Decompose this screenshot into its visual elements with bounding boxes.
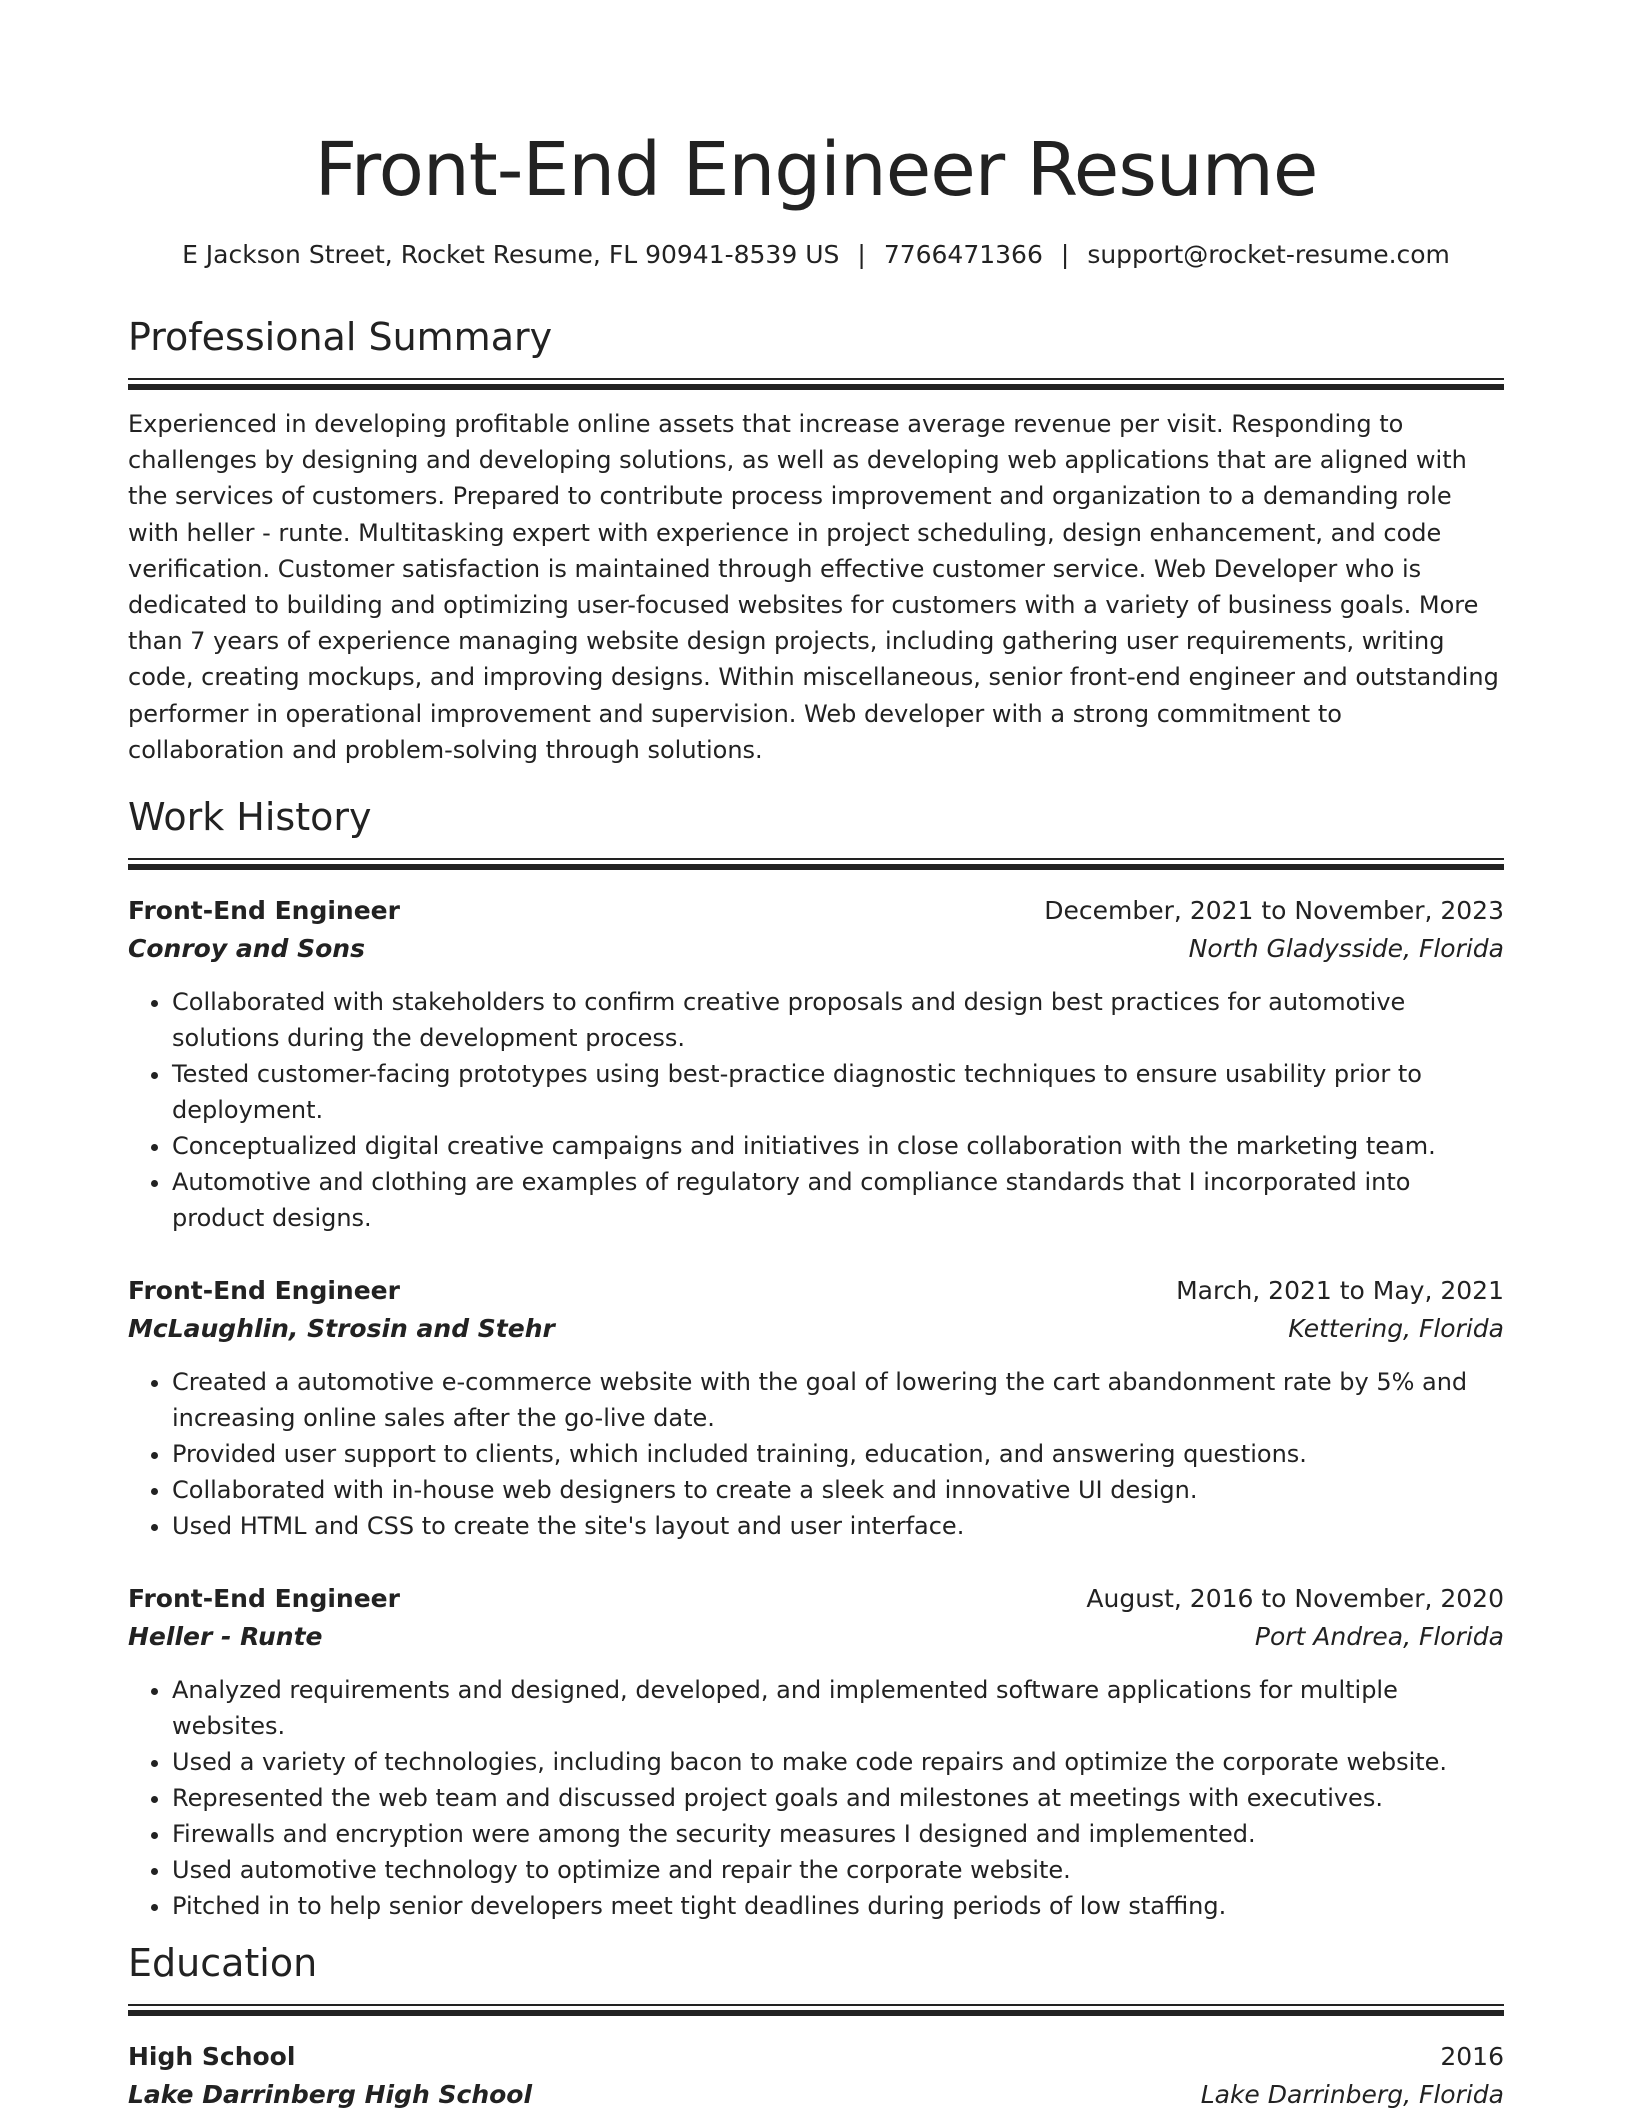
summary-text: Experienced in developing profitable online assets that increase average revenue per visit. Responding to challenges by designing and developing solutions, as well as developing web applications that are aligned with the services of customers. Prepared to contribute process improvement and organization to a demanding role with heller - runte. Multitasking expert with experience in project scheduling, design enhancement, and code verification. Customer satisfaction is maintained through effective customer service. Web Developer who is dedicated to building and optimizing user-focused websites for customers with a variety of business goals. More than 7 years of experience managing website design projects, including gathering user requirements, writing code, creating mockups, and improving designs. Within miscellaneous, senior front-end engineer and outstanding performer in operational improvement and supervision. Web developer with a strong commitment to collaboration and problem-solving through solutions. — [128, 410, 1499, 764]
contact-separator: | — [1060, 240, 1070, 269]
company-name: Conroy and Sons — [128, 934, 365, 964]
section-divider — [128, 378, 1504, 390]
contact-phone: 7766471366 — [883, 240, 1043, 269]
job-location: Port Andrea, Florida — [1254, 1622, 1504, 1652]
job-bullet: • Used automotive technology to optimize and repair the corporate website. — [172, 1852, 1504, 1888]
section-heading-work: Work History — [128, 795, 372, 840]
job-dates: December, 2021 to November, 2023 — [1044, 896, 1504, 926]
contact-separator: | — [857, 240, 866, 269]
job-location: Kettering, Florida — [1288, 1314, 1504, 1344]
school-location: Lake Darrinberg, Florida — [1200, 2080, 1504, 2110]
job-title: Front-End Engineer — [128, 1276, 400, 1306]
company-name: Heller - Runte — [128, 1622, 323, 1652]
section-heading-summary: Professional Summary — [128, 315, 553, 359]
resume-page — [128, 0, 1504, 2114]
work-history-section — [128, 792, 1504, 1924]
education-section — [128, 1938, 1504, 2114]
section-divider — [128, 2004, 1504, 2016]
job-bullet: • Tested customer-facing prototypes using best-practice diagnostic techniques to ensure usability prior to deployment. — [172, 1056, 1504, 1128]
contact-address: E Jackson Street, Rocket Resume, FL 90941-8539 US — [182, 240, 840, 269]
graduation-year: 2016 — [1440, 2042, 1504, 2072]
contact-email: support@rocket-resume.com — [1087, 240, 1450, 269]
job-dates: March, 2021 to May, 2021 — [1176, 1276, 1504, 1306]
school-name: Lake Darrinberg High School — [128, 2080, 533, 2110]
contact-line — [128, 238, 1504, 272]
job-bullets — [128, 984, 1504, 1236]
job-bullets — [128, 1364, 1504, 1544]
section-heading-education: Education — [128, 1941, 318, 1986]
job-title: Front-End Engineer — [128, 896, 400, 926]
job-bullet: • Pitched in to help senior developers meet tight deadlines during periods of low staffing. — [172, 1888, 1504, 1924]
job-bullet: • Firewalls and encryption were among the security measures I designed and implemented. — [172, 1816, 1504, 1852]
job-bullet: • Collaborated with stakeholders to confirm creative proposals and design best practices for automotive solutions during the development process. — [172, 984, 1504, 1056]
job-bullet: • Created a automotive e-commerce website with the goal of lowering the cart abandonment rate by 5% and increasing online sales after the go-live date. — [172, 1364, 1504, 1436]
job-bullet: • Represented the web team and discussed project goals and milestones at meetings with executives. — [172, 1780, 1504, 1816]
education-entry — [128, 2038, 1504, 2114]
page-title: Front-End Engineer Resume — [314, 127, 1318, 213]
job-entry — [128, 1272, 1504, 1544]
job-entry — [128, 1580, 1504, 1924]
degree: High School — [128, 2042, 296, 2072]
section-divider — [128, 858, 1504, 870]
job-title: Front-End Engineer — [128, 1584, 400, 1614]
job-bullet: • Used HTML and CSS to create the site's layout and user interface. — [172, 1508, 1504, 1544]
job-bullet: • Used a variety of technologies, including bacon to make code repairs and optimize the corporate website. — [172, 1744, 1504, 1780]
job-bullets — [128, 1672, 1504, 1924]
job-dates: August, 2016 to November, 2020 — [1086, 1584, 1504, 1614]
company-name: McLaughlin, Strosin and Stehr — [128, 1314, 555, 1344]
job-bullet: • Collaborated with in-house web designers to create a sleek and innovative UI design. — [172, 1472, 1504, 1508]
job-bullet: • Conceptualized digital creative campaigns and initiatives in close collaboration with the marketing team. — [172, 1128, 1504, 1164]
job-bullet: • Analyzed requirements and designed, developed, and implemented software applications for multiple websites. — [172, 1672, 1504, 1744]
job-entry — [128, 892, 1504, 1236]
professional-summary-section — [128, 312, 1504, 768]
job-bullet: • Provided user support to clients, which included training, education, and answering questions. — [172, 1436, 1504, 1472]
job-bullet: • Automotive and clothing are examples of regulatory and compliance standards that I incorporated into product designs. — [172, 1164, 1504, 1236]
job-location: North Gladysside, Florida — [1188, 934, 1504, 964]
